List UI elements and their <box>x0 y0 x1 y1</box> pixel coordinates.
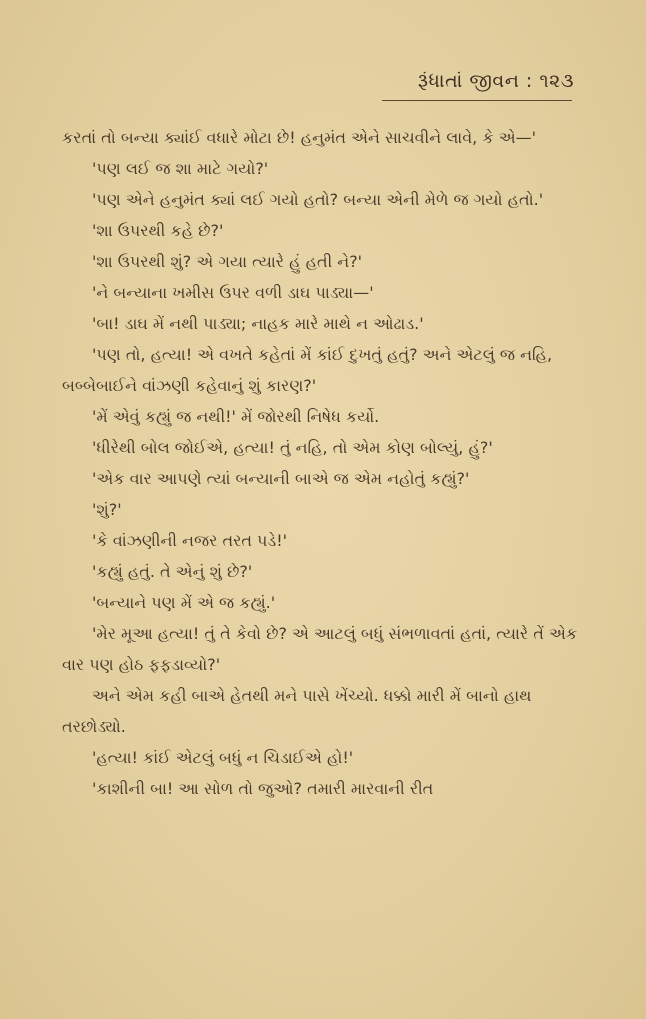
paragraph: 'મેર મૂઆ હત્યા! તું તે કેવો છે? એ આટલું બધું સંભળાવતાં હતાં, ત્યારે તેં એક વાર પણ હોઠ ફફડાવ્યો?' <box>62 624 578 674</box>
paragraph: 'પણ તો, હત્યા! એ વખતે કહેતાં મેં કાંઈ દુખતું હતું? અને એટલું જ નહિ, બબ્બેબાઈને વાંઝણી કહેવાનું શું કારણ?' <box>62 345 553 395</box>
paragraph: 'બન્યાને પણ મેં એ જ કહ્યું.' <box>92 593 276 612</box>
paragraph: અને એમ કહી બાએ હેતથી મને પાસે ખેંચ્યો. ધક્કો મારી મેં બાનો હાથ તરછોડ્યો. <box>62 686 532 736</box>
header-underline <box>382 100 572 101</box>
paragraph: 'કાશીની બા! આ સોળ તો જુઓ? તમારી મારવાની રીત <box>92 779 434 798</box>
paragraph: 'શા ઉપરથી શું? એ ગયા ત્યારે હું હતી ને?' <box>92 252 363 271</box>
paragraph: 'ને બન્યાના ખમીસ ઉપર વળી ડાઘ પાડ્યા—' <box>92 283 374 302</box>
paragraph: 'એક વાર આપણે ત્યાં બન્યાની બાએ જ એમ નહોતું કહ્યું?' <box>92 469 470 488</box>
running-header: રૂંધાતાં જીવન : ૧૨૩ <box>417 70 574 92</box>
paragraph: 'શા ઉપરથી કહે છે?' <box>92 221 224 240</box>
body-text <box>62 122 590 804</box>
paragraph: 'કહ્યું હતું. તે એનું શું છે?' <box>92 562 253 581</box>
paragraph: કરતાં તો બન્યા ક્યાંઈ વધારે મોટા છે! હનુમંત એને સાચવીને લાવે, કે એ—' <box>62 128 537 147</box>
paragraph: 'મેં એવું કહ્યું જ નથી!' મેં જોરથી નિષેધ કર્યો. <box>92 407 380 426</box>
paragraph: 'શું?' <box>92 500 122 519</box>
paragraph: 'હત્યા! કાંઈ એટલું બધું ન ચિડાઈએ હો!' <box>92 748 354 767</box>
paragraph: 'બા! ડાઘ મેં નથી પાડ્યા; નાહક મારે માથે ન ઓઢાડ.' <box>92 314 424 333</box>
paragraph: 'ધીરેથી બોલ જોઈએ, હત્યા! તું નહિ, તો એમ કોણ બોલ્યું, હું?' <box>92 438 493 457</box>
paragraph: 'પણ લઈ જ શા માટે ગયો?' <box>92 159 269 178</box>
paragraph: 'પણ એને હનુમંત ક્યાં લઈ ગયો હતો? બન્યા એની મેળે જ ગયો હતો.' <box>92 190 544 209</box>
paragraph: 'કે વાંઝણીની નજર તરત પડે!' <box>92 531 288 550</box>
